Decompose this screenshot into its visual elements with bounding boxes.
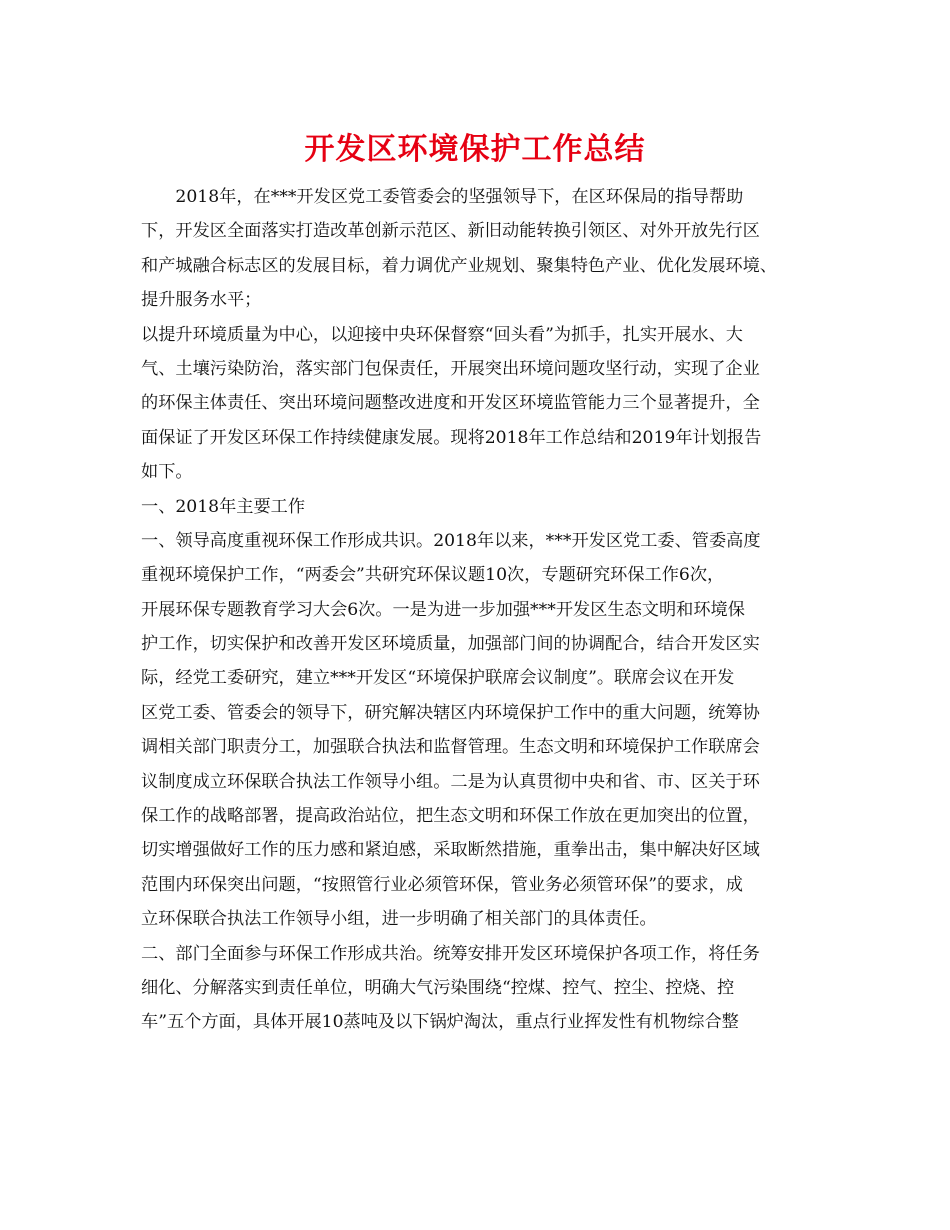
paragraph-line: 调相关部门职责分工，加强联合执法和监督管理。生态文明和环境保护工作联席会 xyxy=(141,737,760,758)
paragraph-line: 一、领导高度重视环保工作形成共识。2018年以来，***开发区党工委、管委高度 xyxy=(141,530,761,551)
paragraph-line: 重视环境保护工作，“两委会”共研究环保议题10次，专题研究环保工作6次， xyxy=(141,565,725,586)
paragraph-line: 切实增强做好工作的压力感和紧迫感，采取断然措施，重拳出击，集中解决好区域 xyxy=(141,840,760,861)
paragraph-line: 车”五个方面，具体开展10蒸吨及以下锅炉淘汰，重点行业挥发性有机物综合整 xyxy=(141,1012,739,1033)
paragraph-line: 2018年，在***开发区党工委管委会的坚强领导下，在区环保局的指导帮助 xyxy=(175,187,744,207)
paragraph-line: 的环保主体责任、突出环境问题整改进度和开发区环境监管能力三个显著提升，全 xyxy=(141,393,760,414)
paragraph-line: 范围内环保突出问题，“按照管行业必须管环保，管业务必须管环保”的要求，成 xyxy=(141,874,743,895)
paragraph-line: 细化、分解落实到责任单位，明确大气污染围绕“控煤、控气、控尘、控烧、控 xyxy=(141,977,735,998)
paragraph-line: 开展环保专题教育学习大会6次。一是为进一步加强***开发区生态文明和环境保 xyxy=(141,599,745,620)
paragraph-line: 区党工委、管委会的领导下，研究解决辖区内环境保护工作中的重大问题，统筹协 xyxy=(141,702,760,723)
paragraph-line: 立环保联合执法工作领导小组，进一步明确了相关部门的具体责任。 xyxy=(141,909,657,930)
paragraph-line: 面保证了开发区环保工作持续健康发展。现将2018年工作总结和2019年计划报告 xyxy=(141,427,762,448)
paragraph-line: 和产城融合标志区的发展目标，着力调优产业规划、聚集特色产业、优化发展环境、 xyxy=(141,255,777,276)
document-body xyxy=(141,180,821,1040)
document-title: 开发区环境保护工作总结 xyxy=(304,132,646,167)
paragraph-line: 二、部门全面参与环保工作形成共治。统筹安排开发区环境保护各项工作，将任务 xyxy=(141,943,760,964)
paragraph-line: 提升服务水平； xyxy=(141,290,262,311)
paragraph-line: 如下。 xyxy=(141,462,193,483)
paragraph-line: 议制度成立环保联合执法工作领导小组。二是为认真贯彻中央和省、市、区关于环 xyxy=(141,771,760,792)
paragraph-line: 气、土壤污染防治，落实部门包保责任，开展突出环境问题攻坚行动，实现了企业 xyxy=(141,358,760,379)
paragraph-line: 下，开发区全面落实打造改革创新示范区、新旧动能转换引领区、对外开放先行区 xyxy=(141,221,760,242)
paragraph-line: 以提升环境质量为中心，以迎接中央环保督察“回头看”为抓手，扎实开展水、大 xyxy=(141,324,743,345)
paragraph-line: 一、2018年主要工作 xyxy=(141,496,306,517)
paragraph-line: 际，经党工委研究，建立***开发区“环境保护联席会议制度”。联席会议在开发 xyxy=(141,668,735,689)
paragraph-line: 保工作的战略部署，提高政治站位，把生态文明和环保工作放在更加突出的位置， xyxy=(141,806,760,827)
paragraph-line: 护工作，切实保护和改善开发区环境质量，加强部门间的协调配合，结合开发区实 xyxy=(141,634,760,655)
